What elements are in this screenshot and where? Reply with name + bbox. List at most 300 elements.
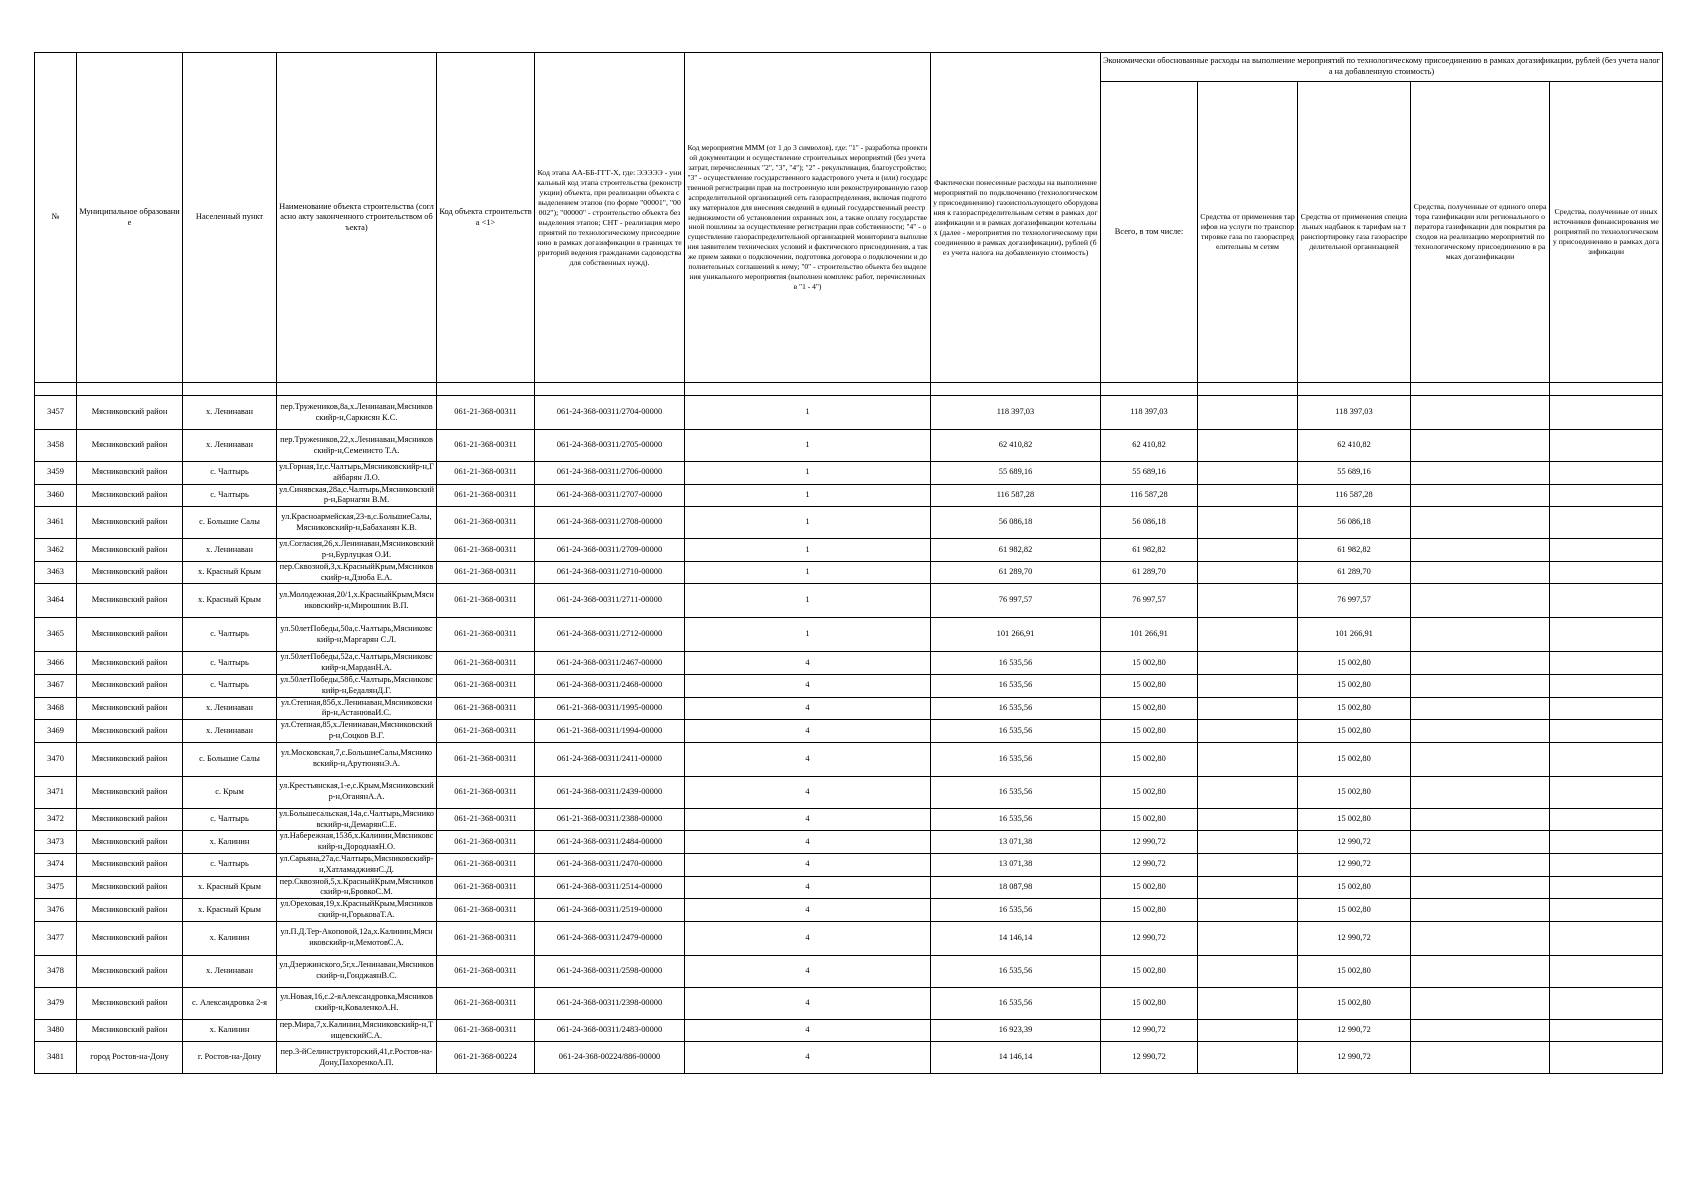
measure-code-cell: 1: [685, 539, 931, 562]
object-name-cell: ул.Дзержинского,5г,х.Ленинаван,Мясниковскийр-н,ГонджаянВ.С.: [277, 955, 437, 987]
header-object-name: Наименование объекта строительства (согласно акту законченного строительством объекта): [277, 53, 437, 383]
other-sources-cell: [1550, 987, 1663, 1019]
row-number: 3470: [35, 742, 77, 776]
operator-funds-cell: [1411, 507, 1550, 539]
header-municipality: Муниципальное образование: [77, 53, 183, 383]
special-markup-cell: 15 002,80: [1298, 652, 1411, 675]
special-markup-cell: 116 587,28: [1298, 484, 1411, 507]
table-row: [35, 484, 1663, 507]
actual-costs-cell: 13 071,38: [931, 831, 1101, 854]
measure-code-cell: 1: [685, 462, 931, 485]
object-code-cell: 061-21-368-00311: [437, 955, 535, 987]
object-code-cell: 061-21-368-00311: [437, 921, 535, 955]
operator-funds-cell: [1411, 1019, 1550, 1042]
other-sources-cell: [1550, 742, 1663, 776]
object-name-cell: ул.Ореховая,19,х.КрасныйКрым,Мясниковскийр-н,ГорьковаТ.А.: [277, 899, 437, 922]
settlement-cell: х. Ленинаван: [183, 697, 277, 720]
table-row: [35, 921, 1663, 955]
operator-funds-cell: [1411, 742, 1550, 776]
special-markup-cell: 15 002,80: [1298, 697, 1411, 720]
table-row: [35, 697, 1663, 720]
other-sources-cell: [1550, 396, 1663, 430]
settlement-cell: с. Чалтырь: [183, 853, 277, 876]
measure-code-cell: 4: [685, 776, 931, 808]
measure-code-cell: 4: [685, 853, 931, 876]
operator-funds-cell: [1411, 987, 1550, 1019]
transport-tariff-cell: [1198, 396, 1298, 430]
object-code-cell: 061-21-368-00311: [437, 697, 535, 720]
transport-tariff-cell: [1198, 1019, 1298, 1042]
actual-costs-cell: 16 535,56: [931, 720, 1101, 743]
measure-code-cell: 4: [685, 955, 931, 987]
stage-code-cell: 061-24-368-00311/2411-00000: [535, 742, 685, 776]
object-code-cell: 061-21-368-00311: [437, 539, 535, 562]
table-row: [35, 776, 1663, 808]
stage-code-cell: 061-24-368-00311/2711-00000: [535, 584, 685, 618]
special-markup-cell: 12 990,72: [1298, 1019, 1411, 1042]
object-name-cell: ул.Степная,85,х.Ленинаван,Мясниковскийр-н,Соцков В.Г.: [277, 720, 437, 743]
row-number: 3476: [35, 899, 77, 922]
actual-costs-cell: 16 535,56: [931, 987, 1101, 1019]
measure-code-cell: 4: [685, 899, 931, 922]
table-row: [35, 899, 1663, 922]
object-code-cell: 061-21-368-00311: [437, 1019, 535, 1042]
other-sources-cell: [1550, 1042, 1663, 1074]
measure-code-cell: 4: [685, 1019, 931, 1042]
municipality-cell: Мясниковский район: [77, 955, 183, 987]
municipality-cell: Мясниковский район: [77, 831, 183, 854]
object-code-cell: 061-21-368-00311: [437, 584, 535, 618]
measure-code-cell: 4: [685, 831, 931, 854]
transport-tariff-cell: [1198, 462, 1298, 485]
row-number: 3464: [35, 584, 77, 618]
measure-code-cell: 4: [685, 808, 931, 831]
other-sources-cell: [1550, 561, 1663, 584]
object-code-cell: 061-21-368-00311: [437, 987, 535, 1019]
gasification-costs-table: [34, 52, 1663, 1074]
table-row: [35, 674, 1663, 697]
measure-code-cell: 4: [685, 652, 931, 675]
other-sources-cell: [1550, 697, 1663, 720]
operator-funds-cell: [1411, 776, 1550, 808]
municipality-cell: Мясниковский район: [77, 987, 183, 1019]
object-name-cell: ул.Набережная,153б,х.Калинин,Мясниковскийр-н,ДороднаяН.О.: [277, 831, 437, 854]
operator-funds-cell: [1411, 484, 1550, 507]
stage-code-cell: 061-24-368-00311/2708-00000: [535, 507, 685, 539]
table-row: [35, 539, 1663, 562]
actual-costs-cell: 16 535,56: [931, 899, 1101, 922]
table-row: [35, 831, 1663, 854]
operator-funds-cell: [1411, 697, 1550, 720]
object-name-cell: пер.Тружеников,8а,х.Ленинаван,Мясниковскийр-н,Саркисян К.С.: [277, 396, 437, 430]
row-number: 3478: [35, 955, 77, 987]
row-number: 3460: [35, 484, 77, 507]
object-code-cell: 061-21-368-00311: [437, 899, 535, 922]
municipality-cell: Мясниковский район: [77, 507, 183, 539]
transport-tariff-cell: [1198, 584, 1298, 618]
table-row: [35, 720, 1663, 743]
stage-code-cell: 061-24-368-00311/2705-00000: [535, 430, 685, 462]
row-number: 3458: [35, 430, 77, 462]
table-row: [35, 1019, 1663, 1042]
table-row: [35, 808, 1663, 831]
table-row: [35, 430, 1663, 462]
object-name-cell: пер.Сквозной,3,х.КрасныйКрым,Мясниковскийр-н,Дзюба Е.А.: [277, 561, 437, 584]
settlement-cell: х. Красный Крым: [183, 561, 277, 584]
municipality-cell: Мясниковский район: [77, 652, 183, 675]
special-markup-cell: 12 990,72: [1298, 1042, 1411, 1074]
municipality-cell: Мясниковский район: [77, 584, 183, 618]
operator-funds-cell: [1411, 618, 1550, 652]
stage-code-cell: 061-24-368-00311/2479-00000: [535, 921, 685, 955]
row-number: 3480: [35, 1019, 77, 1042]
other-sources-cell: [1550, 539, 1663, 562]
total-cell: 56 086,18: [1101, 507, 1198, 539]
table-row: [35, 1042, 1663, 1074]
row-number: 3471: [35, 776, 77, 808]
special-markup-cell: 15 002,80: [1298, 674, 1411, 697]
stage-code-cell: 061-24-368-00311/2514-00000: [535, 876, 685, 899]
total-cell: 62 410,82: [1101, 430, 1198, 462]
other-sources-cell: [1550, 618, 1663, 652]
special-markup-cell: 15 002,80: [1298, 776, 1411, 808]
transport-tariff-cell: [1198, 507, 1298, 539]
total-cell: 15 002,80: [1101, 742, 1198, 776]
total-cell: 12 990,72: [1101, 1042, 1198, 1074]
object-code-cell: 061-21-368-00311: [437, 876, 535, 899]
settlement-cell: х. Красный Крым: [183, 876, 277, 899]
object-name-cell: ул.Степная,85б,х.Ленинаван,Мясниковскийр-н,АстанюваИ.С.: [277, 697, 437, 720]
other-sources-cell: [1550, 720, 1663, 743]
municipality-cell: Мясниковский район: [77, 853, 183, 876]
operator-funds-cell: [1411, 808, 1550, 831]
stage-code-cell: 061-24-368-00311/2467-00000: [535, 652, 685, 675]
settlement-cell: с. Чалтырь: [183, 462, 277, 485]
actual-costs-cell: 16 535,56: [931, 955, 1101, 987]
other-sources-cell: [1550, 831, 1663, 854]
special-markup-cell: 12 990,72: [1298, 831, 1411, 854]
special-markup-cell: 62 410,82: [1298, 430, 1411, 462]
municipality-cell: Мясниковский район: [77, 742, 183, 776]
row-number: 3465: [35, 618, 77, 652]
municipality-cell: Мясниковский район: [77, 396, 183, 430]
total-cell: 15 002,80: [1101, 808, 1198, 831]
settlement-cell: х. Калинин: [183, 1019, 277, 1042]
other-sources-cell: [1550, 430, 1663, 462]
object-code-cell: 061-21-368-00311: [437, 776, 535, 808]
other-sources-cell: [1550, 507, 1663, 539]
operator-funds-cell: [1411, 652, 1550, 675]
measure-code-cell: 4: [685, 1042, 931, 1074]
header-special-markup: Средства от применения специальных надбавок к тарифам на транспортировку газа газораспределительной организацией: [1298, 82, 1411, 383]
object-name-cell: пер.3-йСелинструкторский,41,г.Ростов-на-Дону,ПахоренкоА.П.: [277, 1042, 437, 1074]
object-name-cell: ул.Молодежная,20/1,х.КрасныйКрым,Мясниковскийр-н,Мирошник В.П.: [277, 584, 437, 618]
measure-code-cell: 4: [685, 674, 931, 697]
object-name-cell: ул.Новая,16,с.2-яАлександровка,Мясниковскийр-н,КоваленкоА.Н.: [277, 987, 437, 1019]
table-row: [35, 561, 1663, 584]
municipality-cell: Мясниковский район: [77, 876, 183, 899]
table-row: [35, 584, 1663, 618]
special-markup-cell: 15 002,80: [1298, 987, 1411, 1019]
settlement-cell: с. Большие Салы: [183, 742, 277, 776]
table-body: [35, 383, 1663, 1074]
object-code-cell: 061-21-368-00311: [437, 507, 535, 539]
other-sources-cell: [1550, 584, 1663, 618]
total-cell: 12 990,72: [1101, 831, 1198, 854]
municipality-cell: Мясниковский район: [77, 808, 183, 831]
transport-tariff-cell: [1198, 742, 1298, 776]
stage-code-cell: 061-24-368-00311/2710-00000: [535, 561, 685, 584]
header-num: №: [35, 53, 77, 383]
operator-funds-cell: [1411, 462, 1550, 485]
measure-code-cell: 4: [685, 742, 931, 776]
table-header: [35, 53, 1663, 383]
actual-costs-cell: 101 266,91: [931, 618, 1101, 652]
object-name-cell: ул.Крестьянская,1-е,с.Крым,Мясниковскийр-н,ОганянА.А.: [277, 776, 437, 808]
actual-costs-cell: 16 535,56: [931, 742, 1101, 776]
settlement-cell: х. Ленинаван: [183, 955, 277, 987]
actual-costs-cell: 61 289,70: [931, 561, 1101, 584]
transport-tariff-cell: [1198, 697, 1298, 720]
total-cell: 15 002,80: [1101, 955, 1198, 987]
total-cell: 15 002,80: [1101, 987, 1198, 1019]
measure-code-cell: 4: [685, 921, 931, 955]
settlement-cell: х. Красный Крым: [183, 584, 277, 618]
municipality-cell: Мясниковский район: [77, 697, 183, 720]
transport-tariff-cell: [1198, 652, 1298, 675]
table-row: [35, 742, 1663, 776]
settlement-cell: с. Чалтырь: [183, 618, 277, 652]
measure-code-cell: 4: [685, 697, 931, 720]
settlement-cell: х. Ленинаван: [183, 720, 277, 743]
table-row: [35, 507, 1663, 539]
settlement-cell: х. Ленинаван: [183, 430, 277, 462]
total-cell: 12 990,72: [1101, 921, 1198, 955]
measure-code-cell: 4: [685, 987, 931, 1019]
total-cell: 101 266,91: [1101, 618, 1198, 652]
header-total: Всего, в том числе:: [1101, 82, 1198, 383]
table-row: [35, 853, 1663, 876]
transport-tariff-cell: [1198, 921, 1298, 955]
stage-code-cell: 061-24-368-00311/2483-00000: [535, 1019, 685, 1042]
object-name-cell: ул.Согласия,26,х.Ленинаван,Мясниковскийр-н,Бурлуцкая О.И.: [277, 539, 437, 562]
actual-costs-cell: 76 997,57: [931, 584, 1101, 618]
stage-code-cell: 061-24-368-00311/2712-00000: [535, 618, 685, 652]
other-sources-cell: [1550, 899, 1663, 922]
total-cell: 118 397,03: [1101, 396, 1198, 430]
measure-code-cell: 1: [685, 396, 931, 430]
object-name-cell: пер.Сквозной,5,х.КрасныйКрым,Мясниковскийр-н,БровкоС.М.: [277, 876, 437, 899]
object-code-cell: 061-21-368-00311: [437, 720, 535, 743]
other-sources-cell: [1550, 921, 1663, 955]
transport-tariff-cell: [1198, 484, 1298, 507]
operator-funds-cell: [1411, 584, 1550, 618]
municipality-cell: Мясниковский район: [77, 921, 183, 955]
total-cell: 76 997,57: [1101, 584, 1198, 618]
total-cell: 15 002,80: [1101, 652, 1198, 675]
measure-code-cell: 1: [685, 430, 931, 462]
measure-code-cell: 1: [685, 484, 931, 507]
special-markup-cell: 56 086,18: [1298, 507, 1411, 539]
settlement-cell: г. Ростов-на-Дону: [183, 1042, 277, 1074]
municipality-cell: Мясниковский район: [77, 720, 183, 743]
row-number: 3467: [35, 674, 77, 697]
municipality-cell: Мясниковский район: [77, 1019, 183, 1042]
object-name-cell: ул.Большесальская,14а,с.Чалтырь,Мясниковскийр-н,ДемарянС.Е.: [277, 808, 437, 831]
operator-funds-cell: [1411, 720, 1550, 743]
measure-code-cell: 1: [685, 507, 931, 539]
other-sources-cell: [1550, 955, 1663, 987]
stage-code-cell: 061-24-368-00311/2398-00000: [535, 987, 685, 1019]
transport-tariff-cell: [1198, 561, 1298, 584]
transport-tariff-cell: [1198, 831, 1298, 854]
stage-code-cell: 061-24-368-00311/2598-00000: [535, 955, 685, 987]
actual-costs-cell: 118 397,03: [931, 396, 1101, 430]
special-markup-cell: 15 002,80: [1298, 876, 1411, 899]
object-code-cell: 061-21-368-00311: [437, 652, 535, 675]
measure-code-cell: 1: [685, 561, 931, 584]
header-actual-costs: Фактически понесенные расходы на выполнение мероприятий по подключению (технологическому присоединению) газоиспользующего оборудования к газораспределительным сетям в рамках догазификации и в рамках догазификации котельных (далее - мероприятия по технологическому присоединению в рамках догазификации), рублей (без учета налога на добавленную стоимость): [931, 53, 1101, 383]
other-sources-cell: [1550, 484, 1663, 507]
header-operator-funds: Средства, полученные от единого оператора газификации или регионального оператора газификации для покрытия расходов на реализацию мероприятий по технологическому присоединению в рамках догазификации: [1411, 82, 1550, 383]
row-number: 3461: [35, 507, 77, 539]
total-cell: 15 002,80: [1101, 720, 1198, 743]
municipality-cell: город Ростов-на-Дону: [77, 1042, 183, 1074]
operator-funds-cell: [1411, 396, 1550, 430]
measure-code-cell: 4: [685, 720, 931, 743]
settlement-cell: х. Красный Крым: [183, 899, 277, 922]
stage-code-cell: 061-24-368-00311/2707-00000: [535, 484, 685, 507]
total-cell: 12 990,72: [1101, 1019, 1198, 1042]
transport-tariff-cell: [1198, 899, 1298, 922]
header-other-sources: Средства, полученные от иных источников финансирования мероприятий по технологическому присоединению в рамках догазификации: [1550, 82, 1663, 383]
transport-tariff-cell: [1198, 808, 1298, 831]
settlement-cell: с. Крым: [183, 776, 277, 808]
transport-tariff-cell: [1198, 955, 1298, 987]
special-markup-cell: 101 266,91: [1298, 618, 1411, 652]
other-sources-cell: [1550, 876, 1663, 899]
actual-costs-cell: 18 087,98: [931, 876, 1101, 899]
special-markup-cell: 12 990,72: [1298, 921, 1411, 955]
special-markup-cell: 15 002,80: [1298, 808, 1411, 831]
operator-funds-cell: [1411, 921, 1550, 955]
total-cell: 12 990,72: [1101, 853, 1198, 876]
other-sources-cell: [1550, 674, 1663, 697]
table-row: [35, 462, 1663, 485]
actual-costs-cell: 116 587,28: [931, 484, 1101, 507]
transport-tariff-cell: [1198, 430, 1298, 462]
row-number: 3477: [35, 921, 77, 955]
stage-code-cell: 061-21-368-00311/1995-00000: [535, 697, 685, 720]
special-markup-cell: 76 997,57: [1298, 584, 1411, 618]
stage-code-cell: 061-24-368-00311/2709-00000: [535, 539, 685, 562]
object-name-cell: ул.Горная,1г,с.Чалтырь,Мясниковскийр-н,Гайбарян Л.О.: [277, 462, 437, 485]
object-name-cell: ул.50летПобеды,50а,с.Чалтырь,Мясниковскийр-н,Маргарян С.Л.: [277, 618, 437, 652]
table-row: [35, 987, 1663, 1019]
measure-code-cell: 1: [685, 618, 931, 652]
header-measure-code: Код мероприятия МММ (от 1 до 3 символов), где: "1" - разработка проектной документации и осуществление строительных мероприятий (без учета затрат, перечисленных "2", "3", "4"); "2" - рекультивация, благоустройство; "3" - осуществление государственного кадастрового учета и (или) государственной регистрации прав на построенную или реконструированную газораспределительной организацией сеть газораспределения, включая подготовку материалов для внесения сведений в единый государственный реестр недвижимости об установлении охранных зон, а также оплату государственной пошлины за осуществление регистрации прав собственности; "4" - осуществление газораспределительной организацией мониторинга выполнения заявителем технических условий и фактического присоединения, а также прием заявки о подключении, подготовка договора о подключении и дополнительных соглашений к нему; "0" - строительство объекта без выделения уникального мероприятия (выполнен комплекс работ, перечисленных в "1 - 4"): [685, 53, 931, 383]
total-cell: 15 002,80: [1101, 776, 1198, 808]
object-name-cell: ул.Синявская,28а,с.Чалтырь,Мясниковскийр-н,Барнагян В.М.: [277, 484, 437, 507]
operator-funds-cell: [1411, 1042, 1550, 1074]
special-markup-cell: 15 002,80: [1298, 742, 1411, 776]
actual-costs-cell: 16 923,39: [931, 1019, 1101, 1042]
stage-code-cell: 061-24-368-00311/2484-00000: [535, 831, 685, 854]
other-sources-cell: [1550, 1019, 1663, 1042]
object-code-cell: 061-21-368-00311: [437, 808, 535, 831]
object-code-cell: 061-21-368-00311: [437, 484, 535, 507]
operator-funds-cell: [1411, 853, 1550, 876]
operator-funds-cell: [1411, 831, 1550, 854]
stage-code-cell: 061-24-368-00311/2468-00000: [535, 674, 685, 697]
row-number: 3462: [35, 539, 77, 562]
special-markup-cell: 15 002,80: [1298, 955, 1411, 987]
total-cell: 61 982,82: [1101, 539, 1198, 562]
measure-code-cell: 4: [685, 876, 931, 899]
settlement-cell: х. Ленинаван: [183, 396, 277, 430]
table-row: [35, 618, 1663, 652]
other-sources-cell: [1550, 776, 1663, 808]
object-name-cell: пер.Тружеников,22,х.Ленинаван,Мясниковскийр-н,Семенисто Т.А.: [277, 430, 437, 462]
total-cell: 15 002,80: [1101, 697, 1198, 720]
stage-code-cell: 061-24-368-00311/2706-00000: [535, 462, 685, 485]
row-number: 3474: [35, 853, 77, 876]
actual-costs-cell: 16 535,56: [931, 674, 1101, 697]
object-code-cell: 061-21-368-00311: [437, 742, 535, 776]
object-code-cell: 061-21-368-00224: [437, 1042, 535, 1074]
settlement-cell: с. Чалтырь: [183, 484, 277, 507]
transport-tariff-cell: [1198, 876, 1298, 899]
object-code-cell: 061-21-368-00311: [437, 674, 535, 697]
special-markup-cell: 12 990,72: [1298, 853, 1411, 876]
transport-tariff-cell: [1198, 776, 1298, 808]
actual-costs-cell: 14 146,14: [931, 921, 1101, 955]
object-code-cell: 061-21-368-00311: [437, 561, 535, 584]
table-row: [35, 652, 1663, 675]
stage-code-cell: 061-24-368-00224/886-00000: [535, 1042, 685, 1074]
header-transport-tariff: Средства от применения тарифов на услуги по транспортировке газа по газораспределительны м сетям: [1198, 82, 1298, 383]
actual-costs-cell: 16 535,56: [931, 652, 1101, 675]
settlement-cell: с. Чалтырь: [183, 674, 277, 697]
operator-funds-cell: [1411, 674, 1550, 697]
actual-costs-cell: 14 146,14: [931, 1042, 1101, 1074]
settlement-cell: х. Калинин: [183, 831, 277, 854]
actual-costs-cell: 16 535,56: [931, 776, 1101, 808]
row-number: 3481: [35, 1042, 77, 1074]
stage-code-cell: 061-21-368-00311/1994-00000: [535, 720, 685, 743]
header-object-code: Код объекта строительства <1>: [437, 53, 535, 383]
municipality-cell: Мясниковский район: [77, 430, 183, 462]
transport-tariff-cell: [1198, 720, 1298, 743]
municipality-cell: Мясниковский район: [77, 484, 183, 507]
table-row: [35, 396, 1663, 430]
total-cell: 15 002,80: [1101, 899, 1198, 922]
transport-tariff-cell: [1198, 853, 1298, 876]
special-markup-cell: 61 289,70: [1298, 561, 1411, 584]
object-code-cell: 061-21-368-00311: [437, 831, 535, 854]
object-name-cell: ул.50летПобеды,58б,с.Чалтырь,Мясниковскийр-н,БедалянД.Г.: [277, 674, 437, 697]
other-sources-cell: [1550, 462, 1663, 485]
transport-tariff-cell: [1198, 618, 1298, 652]
total-cell: 116 587,28: [1101, 484, 1198, 507]
table-row: [35, 955, 1663, 987]
municipality-cell: Мясниковский район: [77, 899, 183, 922]
operator-funds-cell: [1411, 430, 1550, 462]
actual-costs-cell: 16 535,56: [931, 808, 1101, 831]
row-number: 3469: [35, 720, 77, 743]
stage-code-cell: 061-24-368-00311/2470-00000: [535, 853, 685, 876]
settlement-cell: х. Калинин: [183, 921, 277, 955]
